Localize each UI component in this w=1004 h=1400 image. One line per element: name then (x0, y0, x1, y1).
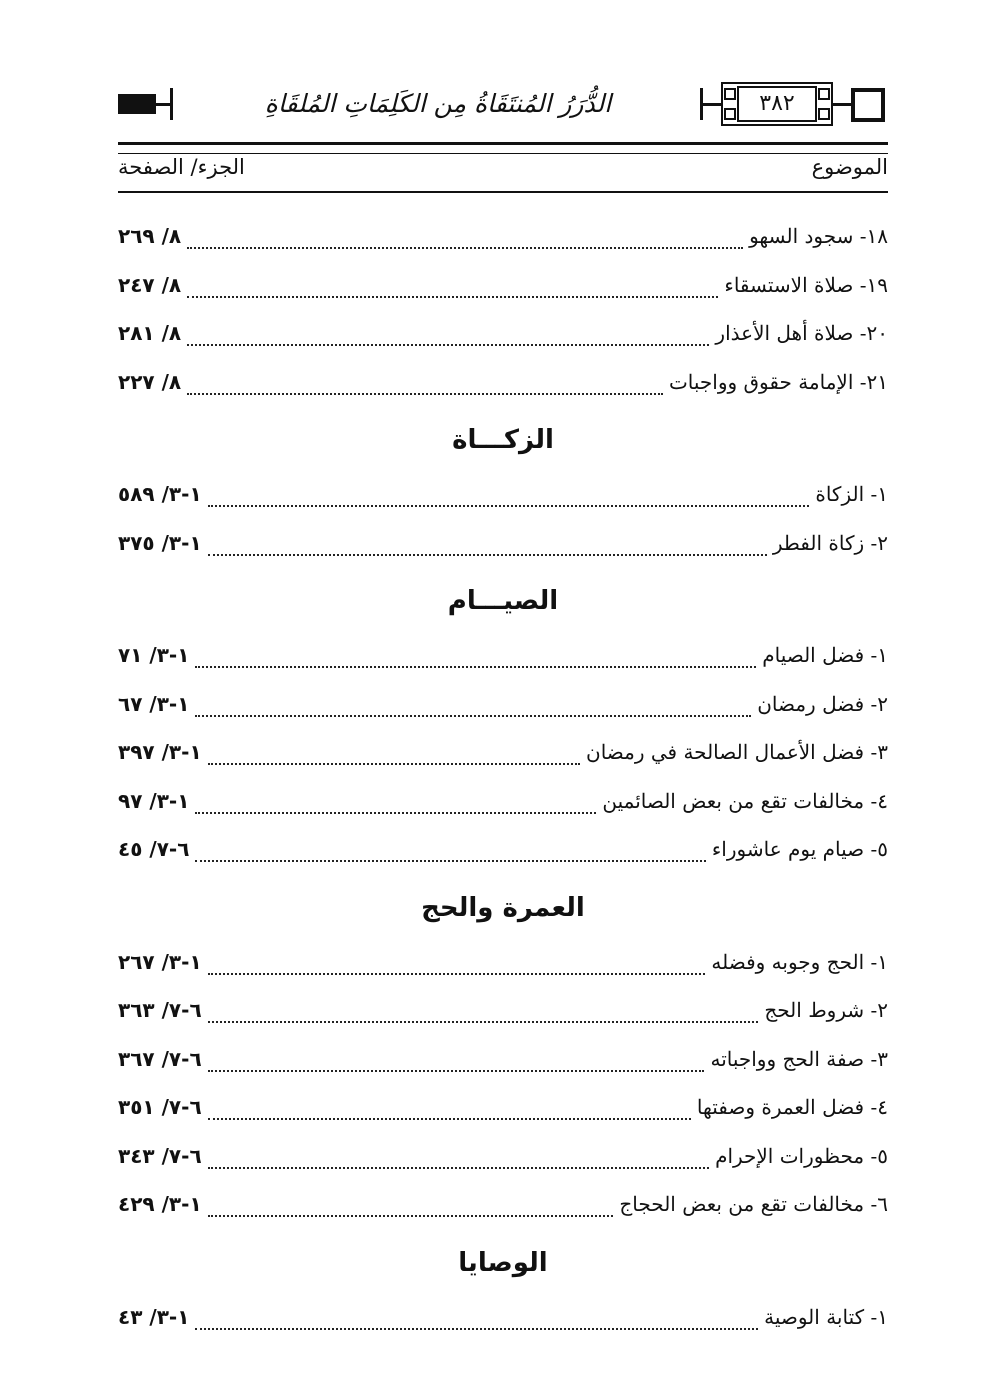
toc-ref: ٦-٧/ ٣٥١ (118, 1095, 202, 1120)
toc-entry (118, 728, 888, 777)
toc-entry (118, 938, 888, 987)
toc-ref: ٨/ ٢٨١ (118, 321, 182, 346)
toc-entry (118, 519, 888, 568)
header-ornament-bar (170, 88, 173, 120)
toc-entry (118, 470, 888, 519)
toc-ref: ٦-٧/ ٣٤٣ (118, 1143, 202, 1168)
leader-dots (208, 485, 810, 507)
leader-dots (208, 534, 767, 556)
toc-topic: ٦- مخالفات تقع من بعض الحجاج (619, 1192, 888, 1217)
leader-dots (195, 840, 705, 862)
toc-topic: ٣- فضل الأعمال الصالحة في رمضان (586, 740, 888, 765)
leader-dots (208, 1147, 709, 1169)
toc-entry (118, 680, 888, 729)
toc-entry (118, 358, 888, 407)
toc-entry (118, 1035, 888, 1084)
toc-entry (118, 986, 888, 1035)
toc-topic: ٢٠- صلاة أهل الأعذار (715, 321, 888, 346)
page-number: ٣٨٢ (737, 86, 817, 122)
toc-ref: ١-٣/ ٤٢٩ (118, 1192, 202, 1217)
column-heading-rule (118, 191, 888, 193)
toc-topic: ٢- فضل رمضان (757, 691, 888, 716)
frame-knot (724, 108, 736, 120)
toc-ref: ١-٣/ ٥٨٩ (118, 482, 202, 507)
toc-topic: ٢- زكاة الفطر (772, 530, 888, 555)
toc-topic: ٣- صفة الحج وواجباته (710, 1046, 888, 1071)
section-title-zakat: الزكـــاة (452, 425, 554, 455)
table-of-contents (118, 212, 888, 1341)
leader-dots (187, 227, 743, 249)
toc-entry (118, 1180, 888, 1229)
toc-topic: ٢١- الإمامة حقوق وواجبات (668, 369, 888, 394)
toc-ref: ١-٣/ ٤٣ (118, 1304, 190, 1329)
toc-topic: ٤- مخالفات تقع من بعض الصائمين (602, 788, 888, 813)
toc-ref: ٨/ ٢٢٧ (118, 369, 182, 394)
leader-dots (208, 1050, 705, 1072)
toc-ref: ٦-٧/ ٣٦٣ (118, 998, 202, 1023)
toc-ref: ٨/ ٢٦٩ (118, 224, 182, 249)
toc-ref: ١-٣/ ٢٦٧ (118, 949, 202, 974)
header-rule (156, 103, 170, 106)
header-ornament-box (851, 88, 885, 122)
toc-ref: ١-٣/ ٩٧ (118, 788, 190, 813)
toc-topic: ١- كتابة الوصية (764, 1304, 888, 1329)
leader-dots (208, 743, 580, 765)
leader-dots (195, 792, 596, 814)
toc-ref: ٨/ ٢٤٧ (118, 272, 182, 297)
leader-dots (195, 695, 751, 717)
frame-knot (724, 88, 736, 100)
header-rule (833, 103, 851, 106)
toc-topic: ٥- صيام يوم عاشوراء (711, 837, 888, 862)
frame-knot (818, 88, 830, 100)
toc-ref: ٦-٧/ ٣٦٧ (118, 1046, 202, 1071)
toc-entry (118, 631, 888, 680)
toc-ref: ٦-٧/ ٤٥ (118, 837, 190, 862)
column-heading-volume-page: الجزء/ الصفحة (118, 155, 245, 179)
toc-topic: ٥- محظورات الإحرام (715, 1143, 888, 1168)
toc-topic: ٤- فضل العمرة وصفتها (696, 1095, 888, 1120)
toc-ref: ١-٣/ ٣٩٧ (118, 740, 202, 765)
toc-topic: ١- الحج وجوبه وفضله (711, 949, 888, 974)
section-title-umrah-hajj: العمرة والحج (421, 892, 585, 923)
header-ornament-block (118, 94, 156, 114)
toc-entry (118, 261, 888, 310)
leader-dots (195, 646, 756, 668)
running-header (118, 82, 888, 126)
leader-dots (208, 1195, 614, 1217)
section-title-fasting: الصيـــام (447, 586, 559, 616)
toc-entry (118, 825, 888, 874)
toc-entry (118, 1132, 888, 1181)
leader-dots (195, 1308, 758, 1330)
toc-topic: ١- الزكاة (815, 482, 888, 507)
toc-topic: ١٩- صلاة الاستسقاء (724, 272, 888, 297)
leader-dots (187, 324, 709, 346)
toc-ref: ١-٣/ ٣٧٥ (118, 530, 202, 555)
book-title: الدُّرَرُ المُنتَقَاةُ مِن الكَلِمَاتِ المُلقَاةِ (264, 89, 612, 118)
toc-ref: ١-٣/ ٦٧ (118, 691, 190, 716)
page-number-frame (721, 82, 833, 126)
leader-dots (208, 1098, 691, 1120)
header-rule (703, 103, 721, 106)
leader-dots (208, 1001, 759, 1023)
toc-topic: ٢- شروط الحج (764, 998, 888, 1023)
section-title-wills: الوصايا (458, 1247, 548, 1278)
leader-dots (187, 373, 663, 395)
toc-ref: ١-٣/ ٧١ (118, 643, 190, 668)
column-headings (118, 150, 888, 190)
frame-knot (818, 108, 830, 120)
toc-entry (118, 212, 888, 261)
toc-topic: ١- فضل الصيام (762, 643, 888, 668)
column-heading-topic: الموضوع (811, 155, 888, 179)
toc-entry (118, 1083, 888, 1132)
leader-dots (187, 276, 718, 298)
toc-entry (118, 309, 888, 358)
toc-entry (118, 777, 888, 826)
toc-entry (118, 1293, 888, 1342)
toc-topic: ١٨- سجود السهو (749, 224, 888, 249)
leader-dots (208, 953, 706, 975)
